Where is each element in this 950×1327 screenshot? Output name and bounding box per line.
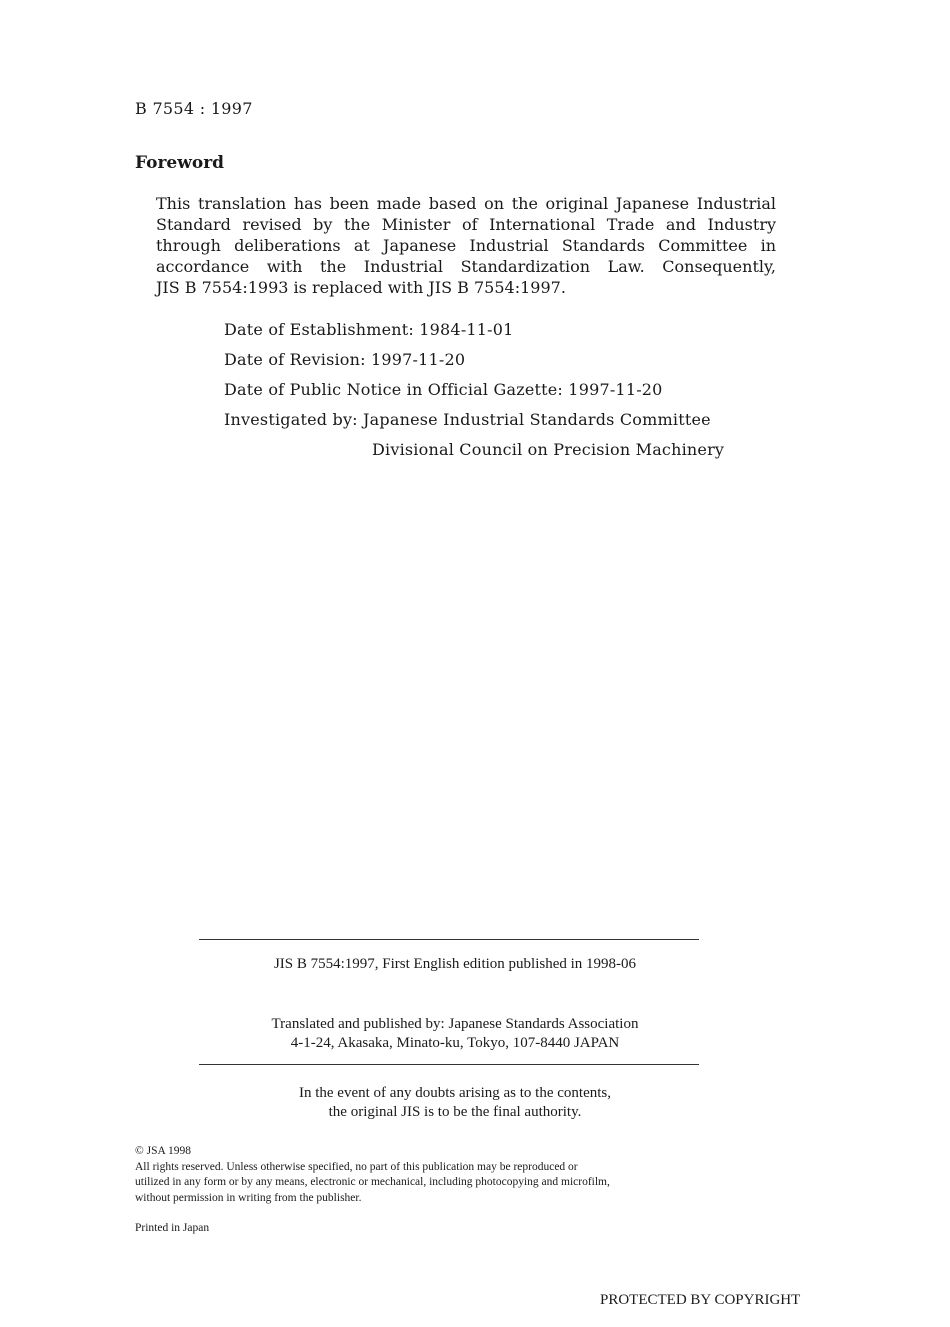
date-of-establishment: Date of Establishment: 1984-11-01 [224,320,514,339]
protected-by-copyright: PROTECTED BY COPYRIGHT [600,1292,801,1308]
divider-top [199,939,699,940]
copyright-line: without permission in writing from the publisher. [135,1191,362,1204]
divider-bottom [199,1064,699,1065]
first-edition-note: JIS B 7554:1997, First English edition published in 1998-06 [273,956,637,972]
date-of-public-notice: Date of Public Notice in Official Gazette: 1997-11-20 [224,380,663,399]
copyright-mark: © JSA 1998 [135,1145,192,1157]
foreword-line: JIS B 7554:1993 is replaced with JIS B 7554:1997. [156,278,566,297]
authority-line-2: the original JIS is to be the final authority. [328,1104,582,1120]
foreword-paragraph [156,193,776,298]
copyright-notice [135,1144,775,1206]
document-code: B 7554 : 1997 [135,99,253,118]
copyright-line: All rights reserved. Unless otherwise specified, no part of this publication may be reproduced or [135,1160,578,1173]
authority-line-1: In the event of any doubts arising as to the contents, [298,1085,611,1101]
date-of-revision: Date of Revision: 1997-11-20 [224,350,466,369]
divisional-council: Divisional Council on Precision Machinery [372,440,725,459]
foreword-line: accordance with the Industrial Standardization Law. Consequently, [156,257,776,276]
copyright-line: utilized in any form or by any means, electronic or mechanical, including photocopying and microfilm, [135,1176,610,1188]
foreword-heading: Foreword [135,153,225,173]
publisher-address: 4-1-24, Akasaka, Minato-ku, Tokyo, 107-8440 JAPAN [290,1035,620,1051]
translated-by: Translated and published by: Japanese Standards Association [271,1016,639,1032]
foreword-line: through deliberations at Japanese Industrial Standards Committee in [156,236,776,255]
printed-in: Printed in Japan [135,1222,210,1234]
foreword-line: This translation has been made based on the original Japanese Industrial [156,194,776,213]
foreword-line: Standard revised by the Minister of International Trade and Industry [156,215,776,234]
investigated-by: Investigated by: Japanese Industrial Standards Committee [224,410,711,429]
